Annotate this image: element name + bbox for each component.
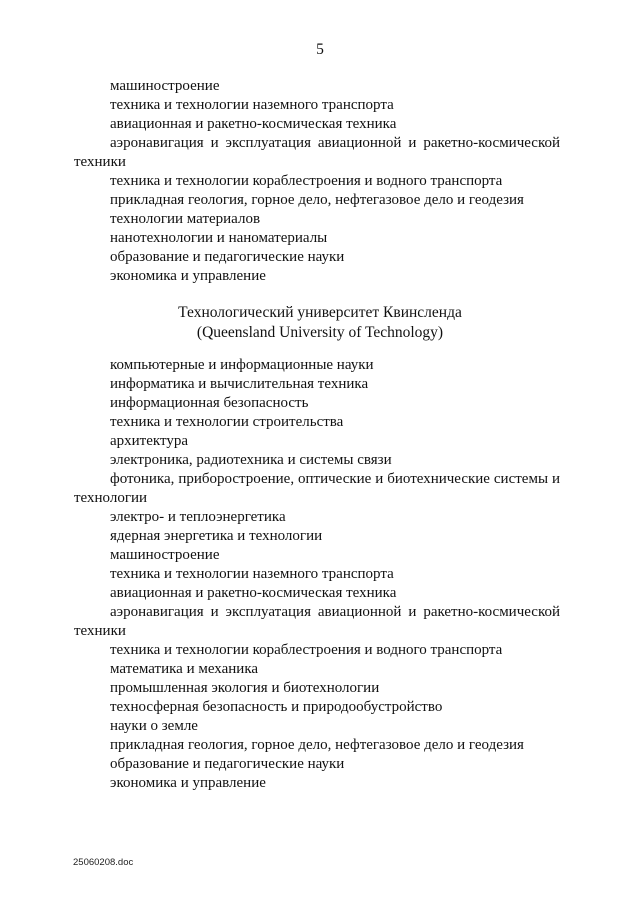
list-item: технологии материалов (110, 211, 261, 227)
list-item: науки о земле (110, 718, 198, 734)
list-item: техника и технологии кораблестроения и водного транспорта (110, 173, 503, 189)
list-item: образование и педагогические науки (110, 756, 345, 772)
list-item: техника и технологии кораблестроения и водного транспорта (110, 642, 503, 658)
field-list-2 (74, 356, 560, 793)
list-item: электро- и теплоэнергетика (110, 509, 286, 525)
list-item: фотоника, приборостроение, оптические и биотехнические системы и технологии (74, 471, 560, 506)
page-number: 5 (316, 41, 324, 58)
list-item: машиностроение (110, 78, 220, 94)
list-item: математика и механика (110, 661, 259, 677)
list-item: архитектура (110, 433, 189, 449)
list-item: машиностроение (110, 547, 220, 563)
list-item: промышленная экология и биотехнологии (110, 680, 380, 696)
university-name-ru: Технологический университет Квинсленда (178, 304, 462, 321)
list-item: прикладная геология, горное дело, нефтегазовое дело и геодезия (110, 737, 524, 753)
list-item: компьютерные и информационные науки (110, 357, 374, 373)
list-item: образование и педагогические науки (110, 249, 345, 265)
list-item: техника и технологии наземного транспорта (110, 566, 394, 582)
list-item: информационная безопасность (110, 395, 309, 411)
list-item: техника и технологии строительства (110, 414, 344, 430)
file-name-footer: 25060208.doc (73, 857, 134, 868)
university-name-en: (Queensland University of Technology) (196, 324, 444, 341)
university-heading (0, 303, 640, 343)
field-list-1 (74, 77, 560, 286)
list-item: ядерная энергетика и технологии (110, 528, 323, 544)
list-item: авиационная и ракетно-космическая техника (110, 585, 397, 601)
list-item: нанотехнологии и наноматериалы (110, 230, 328, 246)
list-item: информатика и вычислительная техника (110, 376, 369, 392)
list-item: техника и технологии наземного транспорта (110, 97, 394, 113)
list-item: экономика и управление (110, 775, 266, 791)
list-item: авиационная и ракетно-космическая техника (110, 116, 397, 132)
list-item: прикладная геология, горное дело, нефтегазовое дело и геодезия (110, 192, 524, 208)
list-item: электроника, радиотехника и системы связи (110, 452, 392, 468)
list-item: аэронавигация и эксплуатация авиационной и ракетно-космической техники (74, 135, 560, 170)
list-item: техносферная безопасность и природообустройство (110, 699, 443, 715)
list-item: экономика и управление (110, 268, 266, 284)
list-item: аэронавигация и эксплуатация авиационной и ракетно-космической техники (74, 604, 560, 639)
